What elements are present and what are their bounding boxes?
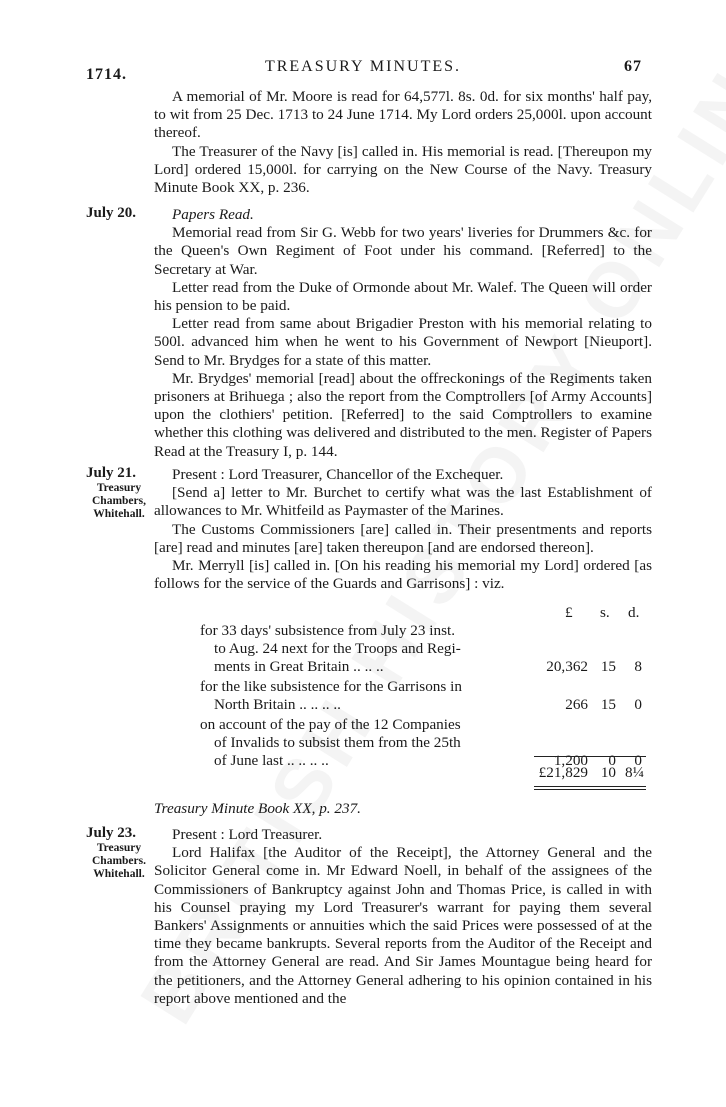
section-heading: Papers Read.	[172, 206, 254, 223]
pence-value: 0	[634, 696, 642, 713]
paragraph: Mr. Brydges' memorial [read] about the offreckonings of the Regiments taken prisoners at Brihuega ; also the report from the Comptrollers [of Army Accounts] upon the clothiers' petition. [Referred] to the said Comptrollers to examine whether this clothing was delivered and distributed to the men. Register of Papers Read at the Treasury I, p. 144.	[154, 369, 652, 460]
shillings-header: s.	[600, 604, 610, 621]
date-july-23: July 23. Treasury Chambers. Whitehall.	[86, 826, 156, 881]
paragraph: [Send a] letter to Mr. Burchet to certify what was the last Establishment of allowances to Mr. Whitfeild as Paymaster of the Marines.	[154, 484, 652, 520]
page-number: 67	[624, 58, 642, 75]
place-line: Chambers.	[92, 854, 146, 867]
paragraph: The Customs Commissioners [are] called in. Their presentments and reports [are] read and minutes [are] taken thereupon [and are endorsed thereon].	[154, 520, 652, 556]
total-pounds: £21,829	[538, 764, 588, 781]
place-line: Treasury	[96, 841, 142, 854]
pounds-value: 20,362	[546, 658, 588, 675]
pence-value: 8	[634, 658, 642, 675]
date-july-20: July 20.	[86, 205, 137, 221]
pounds-value: 266	[565, 696, 588, 713]
intro-block	[154, 88, 652, 197]
pounds-value: 1,200	[553, 752, 588, 769]
present-line: Present : Lord Treasurer, Chancellor of the Exchequer.	[172, 466, 504, 483]
paragraph: Lord Halifax [the Auditor of the Receipt], the Attorney General and the Solicitor General come in. Mr Edward Noell, in behalf of the assignees of the Commissioners of Bankruptcy against John and Thomas Price, is called in with his Counsel praying my Lord Treasurer's warrant for paying them several Bankers' Assignments or annuities which the said Prices were possessed of at the time they became bankrupts. Several reports from the Auditor of the Receipt and from the Attorney General are read. And Sir James Mountague being heard for the petitioners, and the Attorney General adhering to his opinion contained in his report above mentioned and the	[154, 844, 652, 1007]
place-line: Whitehall.	[93, 508, 145, 521]
pence-header: d.	[628, 604, 640, 621]
paragraph: Mr. Merryll [is] called in. [On his reading his memorial my Lord] ordered [as follows for the service of the Guards and Garrisons] : viz.	[154, 557, 652, 593]
total-shillings: 10	[600, 764, 616, 781]
shillings-value: 15	[600, 658, 616, 675]
shillings-value: 15	[600, 696, 616, 713]
shillings-value: 0	[608, 752, 616, 769]
source-line: Treasury Minute Book XX, p. 237.	[154, 800, 361, 817]
page-title: TREASURY MINUTES.	[264, 58, 462, 75]
paragraph: Letter read from same about Brigadier Preston with his memorial relating to 500l. advanced him when he went to his Government of Newport [Nieuport]. Send to Mr. Brydges for a state of this matter.	[154, 315, 652, 369]
entry-july-23	[154, 826, 652, 1008]
place-line: Chambers,	[92, 494, 146, 507]
subsistence-ledger	[154, 604, 652, 794]
entry-july-20	[154, 206, 652, 461]
paragraph: Letter read from the Duke of Ormonde about Mr. Walef. The Queen will order his pension to be paid.	[154, 278, 652, 315]
entry-july-21	[154, 466, 652, 593]
pounds-header: £	[565, 604, 573, 621]
page-year: 1714.	[86, 66, 127, 83]
date-july-21: July 21. Treasury Chambers, Whitehall.	[86, 466, 156, 521]
sum-rule	[534, 756, 646, 757]
place-line: Treasury	[96, 481, 142, 494]
ledger-row: for the like subsistence for the Garrisons in North Britain .. .. .. .. 266 15 0	[200, 678, 642, 714]
paragraph: A memorial of Mr. Moore is read for 64,577l. 8s. 0d. for six months' half pay, to wit from 25 Dec. 1713 to 24 June 1714. My Lord orders 25,000l. upon account thereof.	[154, 88, 652, 142]
present-line: Present : Lord Treasurer.	[172, 826, 323, 843]
total-rule	[534, 786, 646, 787]
ledger-row: on account of the pay of the 12 Companies of Invalids to subsist them from the 25th of June last .. .. .. .. 1,200 0 0	[200, 716, 642, 770]
paragraph: Memorial read from Sir G. Webb for two years' liveries for Drummers &c. for the Queen's Own Regiment of Foot under his command. [Referred] to the Secretary at War.	[154, 224, 652, 278]
total-rule	[534, 789, 646, 790]
paragraph: The Treasurer of the Navy [is] called in. His memorial is read. [Thereupon my Lord] ordered 15,000l. for carrying on the New Course of the Navy. Treasury Minute Book XX, p. 236.	[154, 142, 652, 197]
place-line: Whitehall.	[93, 868, 145, 881]
total-pence: 8¼	[625, 764, 644, 781]
ledger-row: for 33 days' subsistence from July 23 inst. to Aug. 24 next for the Troops and Regi- ments in Great Britain .. .. .. 20,362 15 8	[200, 622, 642, 676]
pence-value: 0	[634, 752, 642, 769]
